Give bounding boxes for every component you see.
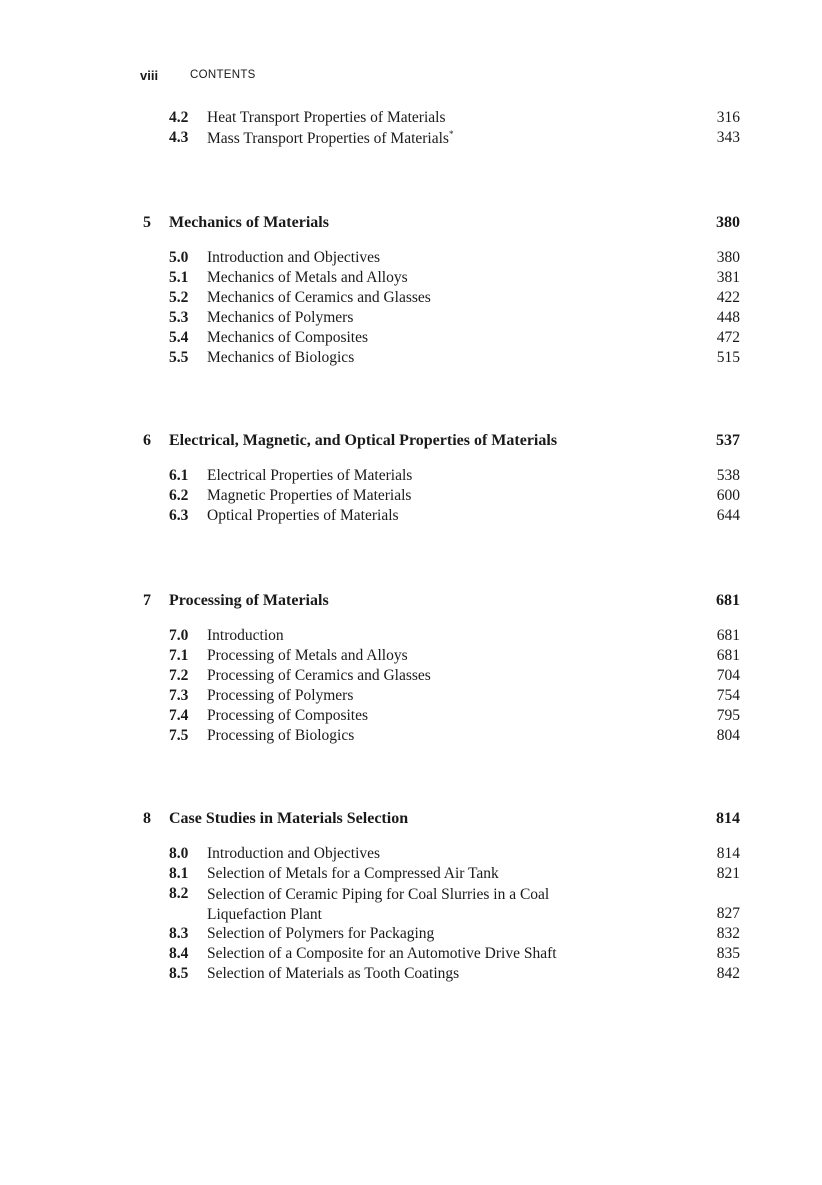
toc-section[interactable] <box>0 945 822 965</box>
section-page: 842 <box>716 965 740 982</box>
toc-section[interactable] <box>0 249 822 269</box>
toc-section[interactable] <box>0 329 822 349</box>
section-title: Selection of Metals for a Compressed Air Tank <box>207 865 499 882</box>
section-number: 6.1 <box>169 467 189 484</box>
section-title: Optical Properties of Materials <box>207 507 399 524</box>
section-title: Introduction <box>207 627 284 644</box>
section-title: Selection of Ceramic Piping for Coal Slurries in a Coal Liquefaction Plant <box>207 886 550 923</box>
chapter-8 <box>0 810 822 985</box>
section-number: 7.2 <box>169 667 189 684</box>
toc-section[interactable] <box>0 129 822 149</box>
toc-section[interactable] <box>0 707 822 727</box>
toc-section[interactable] <box>0 627 822 647</box>
section-page: 804 <box>716 727 740 744</box>
toc-section[interactable] <box>0 885 822 925</box>
section-title: Mechanics of Composites <box>207 329 369 346</box>
toc-section[interactable] <box>0 289 822 309</box>
toc-section[interactable] <box>0 507 822 527</box>
toc-section[interactable] <box>0 647 822 667</box>
section-page: 644 <box>716 507 740 524</box>
section-number: 5.4 <box>169 329 189 346</box>
section-title: Processing of Metals and Alloys <box>207 647 408 664</box>
toc-section[interactable] <box>0 349 822 369</box>
section-number: 7.5 <box>169 727 189 744</box>
section-title: Mechanics of Ceramics and Glasses <box>207 289 431 306</box>
toc-section[interactable] <box>0 667 822 687</box>
toc-section[interactable] <box>0 925 822 945</box>
section-number: 4.2 <box>169 109 189 126</box>
chapter-6 <box>0 432 822 527</box>
section-page: 795 <box>716 707 740 724</box>
section-title: Processing of Biologics <box>207 727 355 744</box>
chapter-page: 814 <box>716 810 740 827</box>
toc-section[interactable] <box>0 727 822 747</box>
section-page: 472 <box>716 329 740 346</box>
section-page: 600 <box>716 487 740 504</box>
chapter-title: Mechanics of Materials <box>169 214 329 231</box>
section-number: 5.5 <box>169 349 189 366</box>
section-title: Selection of Polymers for Packaging <box>207 925 435 942</box>
section-page: 316 <box>716 109 740 126</box>
chapter-page: 537 <box>716 432 740 449</box>
toc-section[interactable] <box>0 487 822 507</box>
section-number: 5.0 <box>169 249 189 266</box>
section-page: 832 <box>716 925 740 942</box>
section-page: 515 <box>716 349 740 366</box>
section-title: Selection of a Composite for an Automotive Drive Shaft <box>207 945 557 962</box>
section-title: Processing of Polymers <box>207 687 354 704</box>
section-number: 7.4 <box>169 707 189 724</box>
section-page: 448 <box>716 309 740 326</box>
section-page: 681 <box>716 647 740 664</box>
toc-section[interactable] <box>0 845 822 865</box>
toc-section[interactable] <box>0 687 822 707</box>
section-number: 4.3 <box>169 129 189 146</box>
chapter-5 <box>0 214 822 369</box>
chapter-number: 6 <box>143 432 151 449</box>
toc-chapter[interactable] <box>0 214 822 234</box>
running-title: CONTENTS <box>190 69 256 81</box>
chapter-number: 8 <box>143 810 151 827</box>
section-number: 8.0 <box>169 845 189 862</box>
footnote-marker: * <box>448 129 454 139</box>
toc-chapter[interactable] <box>0 592 822 612</box>
section-number: 6.3 <box>169 507 189 524</box>
section-title: Introduction and Objectives <box>207 845 381 862</box>
toc-chapter[interactable] <box>0 810 822 830</box>
chapter-title: Processing of Materials <box>169 592 329 609</box>
chapter-page: 380 <box>716 214 740 231</box>
chapter-7 <box>0 592 822 747</box>
section-page: 821 <box>716 865 740 882</box>
section-title: Processing of Composites <box>207 707 369 724</box>
toc-chapter[interactable] <box>0 432 822 452</box>
section-title: Mechanics of Biologics <box>207 349 355 366</box>
section-number: 5.2 <box>169 289 189 306</box>
section-page: 538 <box>716 467 740 484</box>
section-page: 343 <box>716 129 740 146</box>
section-title: Mass Transport Properties of Materials* <box>207 129 454 148</box>
section-page: 827 <box>716 905 740 922</box>
section-page: 381 <box>716 269 740 286</box>
toc-section[interactable] <box>0 467 822 487</box>
section-page: 754 <box>716 687 740 704</box>
section-page: 422 <box>716 289 740 306</box>
section-title: Mechanics of Metals and Alloys <box>207 269 408 286</box>
section-title: Processing of Ceramics and Glasses <box>207 667 431 684</box>
chapter-title: Case Studies in Materials Selection <box>169 810 409 827</box>
section-title: Selection of Materials as Tooth Coatings <box>207 965 460 982</box>
section-title: Magnetic Properties of Materials <box>207 487 412 504</box>
section-number: 8.3 <box>169 925 189 942</box>
section-title: Heat Transport Properties of Materials <box>207 109 446 126</box>
chapter-number: 5 <box>143 214 151 231</box>
chapter-page: 681 <box>716 592 740 609</box>
chapter-number: 7 <box>143 592 151 609</box>
section-number: 8.1 <box>169 865 189 882</box>
page-folio: viii <box>140 68 159 83</box>
toc-section[interactable] <box>0 865 822 885</box>
section-number: 8.4 <box>169 945 189 962</box>
section-number: 7.1 <box>169 647 189 664</box>
section-title: Electrical Properties of Materials <box>207 467 413 484</box>
toc-section[interactable] <box>0 109 822 129</box>
toc-section[interactable] <box>0 269 822 289</box>
section-page: 814 <box>716 845 740 862</box>
toc-section[interactable] <box>0 965 822 985</box>
section-number: 8.2 <box>169 885 189 902</box>
section-number: 5.1 <box>169 269 189 286</box>
continued-sections <box>0 109 822 149</box>
toc-section[interactable] <box>0 309 822 329</box>
section-page: 380 <box>716 249 740 266</box>
section-title: Mechanics of Polymers <box>207 309 354 326</box>
section-number: 8.5 <box>169 965 189 982</box>
section-page: 681 <box>716 627 740 644</box>
chapter-title: Electrical, Magnetic, and Optical Properties of Materials <box>169 432 558 449</box>
section-number: 5.3 <box>169 309 189 326</box>
section-number: 7.0 <box>169 627 189 644</box>
section-title: Introduction and Objectives <box>207 249 381 266</box>
section-number: 6.2 <box>169 487 189 504</box>
section-number: 7.3 <box>169 687 189 704</box>
section-page: 835 <box>716 945 740 962</box>
section-page: 704 <box>716 667 740 684</box>
